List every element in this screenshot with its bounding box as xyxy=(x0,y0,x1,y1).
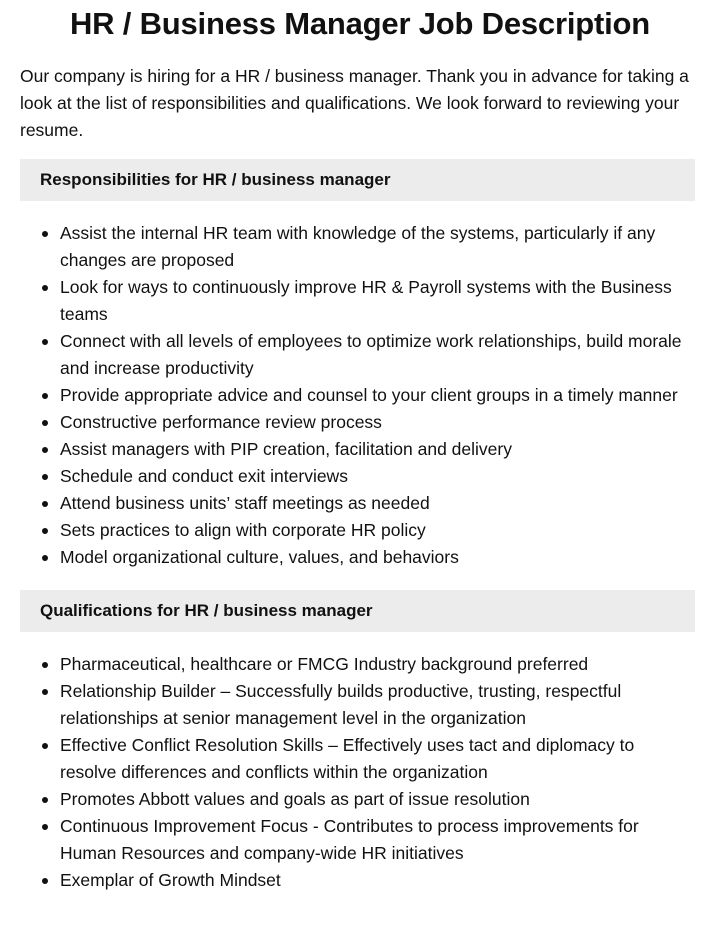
list-item-text: Schedule and conduct exit interviews xyxy=(60,466,348,486)
list-item-text: Effective Conflict Resolution Skills – Effectively uses tact and diplomacy to resolve differences and conflicts within the organization xyxy=(60,735,635,782)
list-item-text: Promotes Abbott values and goals as part of issue resolution xyxy=(60,789,530,809)
bullet-icon xyxy=(42,528,48,534)
bullet-icon xyxy=(42,824,48,830)
list-item xyxy=(20,867,690,894)
list-item-text: Assist the internal HR team with knowledge of the systems, particularly if any changes are proposed xyxy=(60,223,656,270)
list-item-text: Relationship Builder – Successfully builds productive, trusting, respectful relationships at senior management level in the organization xyxy=(60,681,622,728)
list-item xyxy=(20,651,690,678)
bullet-icon xyxy=(42,447,48,453)
bullet-icon xyxy=(42,689,48,695)
list-item xyxy=(20,732,690,786)
bullet-icon xyxy=(42,501,48,507)
responsibilities-heading: Responsibilities for HR / business manager xyxy=(20,159,695,201)
list-item-text: Pharmaceutical, healthcare or FMCG Industry background preferred xyxy=(60,654,589,674)
bullet-icon xyxy=(42,339,48,345)
list-item xyxy=(20,517,690,544)
list-item xyxy=(20,409,690,436)
list-item-text: Constructive performance review process xyxy=(60,412,382,432)
list-item-text: Attend business units’ staff meetings as needed xyxy=(60,493,430,513)
list-item-text: Exemplar of Growth Mindset xyxy=(60,870,281,890)
bullet-icon xyxy=(42,420,48,426)
list-item-text: Provide appropriate advice and counsel to your client groups in a timely manner xyxy=(60,385,678,405)
list-item xyxy=(20,382,690,409)
page-title: HR / Business Manager Job Description xyxy=(69,6,650,41)
bullet-icon xyxy=(42,393,48,399)
bullet-icon xyxy=(42,662,48,668)
list-item-text: Continuous Improvement Focus - Contributes to process improvements for Human Resources and company-wide HR initiatives xyxy=(60,816,639,863)
intro-paragraph: Our company is hiring for a HR / business manager. Thank you in advance for taking a look at the list of responsibilities and qualifications. We look forward to reviewing your resume. xyxy=(20,66,689,140)
list-item xyxy=(20,544,690,571)
list-item-text: Sets practices to align with corporate HR policy xyxy=(60,520,426,540)
list-item-text: Look for ways to continuously improve HR & Payroll systems with the Business teams xyxy=(60,277,672,324)
qualifications-heading: Qualifications for HR / business manager xyxy=(20,590,695,632)
bullet-icon xyxy=(42,474,48,480)
list-item-text: Assist managers with PIP creation, facilitation and delivery xyxy=(60,439,512,459)
list-item-text: Model organizational culture, values, and behaviors xyxy=(60,547,459,567)
list-item xyxy=(20,490,690,517)
bullet-icon xyxy=(42,797,48,803)
list-item xyxy=(20,786,690,813)
responsibilities-list xyxy=(20,220,700,571)
bullet-icon xyxy=(42,878,48,884)
bullet-icon xyxy=(42,285,48,291)
list-item xyxy=(20,220,690,274)
list-item xyxy=(20,463,690,490)
bullet-icon xyxy=(42,231,48,237)
qualifications-list xyxy=(20,651,700,894)
bullet-icon xyxy=(42,743,48,749)
list-item xyxy=(20,436,690,463)
list-item xyxy=(20,328,690,382)
list-item xyxy=(20,678,690,732)
list-item xyxy=(20,813,690,867)
list-item-text: Connect with all levels of employees to optimize work relationships, build morale and increase productivity xyxy=(60,331,682,378)
list-item xyxy=(20,274,690,328)
bullet-icon xyxy=(42,555,48,561)
